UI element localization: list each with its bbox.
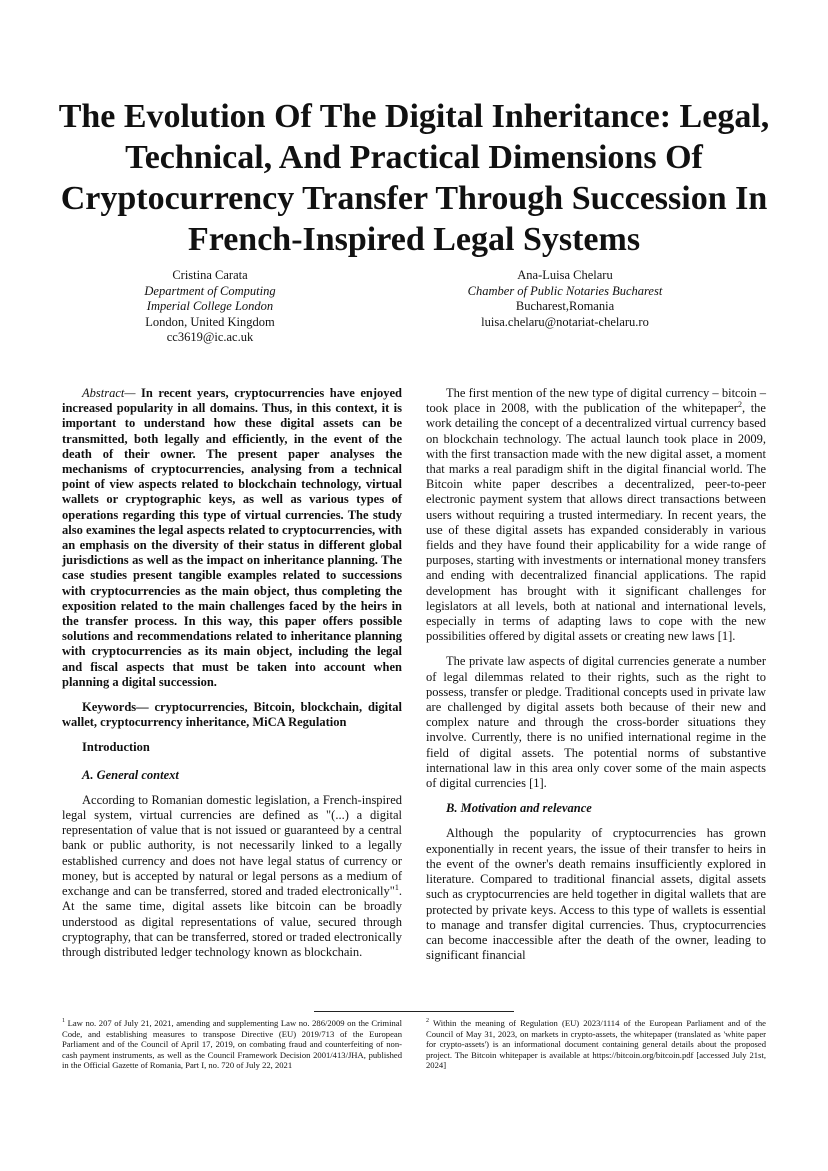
footnote-mark: 1 [62,1018,65,1025]
author-name: Ana-Luisa Chelaru [517,268,613,282]
paper-title: The Evolution Of The Digital Inheritance: Legal, Technical, And Practical Dimensions Of Cryptocurrency Transfer Through Succession In French-Inspired Legal Systems [58,98,770,258]
paragraph-text: The first mention of the new type of digital currency – bitcoin – took place in 2008, with the publication of the whitepaper [426,386,766,416]
paragraph-text: . At the same time, digital assets like bitcoin can be broadly understood as digital representations of value, secured through cryptography, that can be transferred, stored or traded electronically through distributed ledger technology known as blockchain. [62,884,402,959]
body-paragraph [62,793,402,960]
keywords [62,700,402,730]
body-paragraph [426,386,766,644]
paragraph-text: According to Romanian domestic legislation, a French-inspired legal system, virtual currencies are defined as "(...) a digital representation of value that is not issued or guaranteed by a central bank or public authority, is not necessarily linked to a legally established currency and does not have legal status of currency or money, but is accepted by natural or legal persons as a medium of exchange and can be transferred, stored and traded electronically" [62,792,402,899]
subsection-heading-motivation: B. Motivation and relevance [446,801,592,816]
abstract-text: In recent years, cryptocurrencies have enjoyed increased popularity in all domains. Thus, in this context, it is important to understand how these digital assets can be transmitted, both legally and efficiently, in the event of the death of their owner. The present paper analyses the mechanisms of cryptocurrencies, analysing from a technical point of view aspects related to blockchain technology, virtual wallets or cryptographic keys, as well as various types of operations regarding this type of virtual currencies. The study also examines the legal aspects related to cryptocurrencies, with an emphasis on the diversity of their status in different global jurisdictions as well as the impact on inheritance planning. The case studies present tangible examples related to successions with cryptocurrencies as the main object, thus completing the exposition related to the main challenges faced by the heirs in the transfer process. In this way, this paper offers possible solutions and recommendations related to inheritance planning with cryptocurrencies as its main object, including the legal and fiscal aspects that must be taken into account when planning a digital succession. [62,386,402,689]
footnote-2 [426,1018,766,1071]
author-institution: Imperial College London [146,299,274,313]
author-location: London, United Kingdom [145,314,275,329]
abstract-label: Abstract— [82,386,136,400]
footnote-text: Law no. 207 of July 21, 2021, amending and supplementing Law no. 286/2009 on the Criminal Code, and establishing measures to transpose Directive (EU) 2019/713 of the European Parliament and of the Council of April 17, 2019, on combating fraud and counterfeiting of non-cash payment instruments, as well as the Council Framework Decision 2001/413/JHA, published in the Official Gazette of Romania, Part I, no. 720 of July 22, 2021 [62,1018,402,1071]
footnote-text: Within the meaning of Regulation (EU) 2023/1114 of the European Parliament and of the Council of May 31, 2023, on markets in crypto-assets, the whitepaper (translated as 'white paper for crypto-assets') is an informational document containing general details about the proposed project. The Bitcoin whitepaper is available at https://bitcoin.org/bitcoin.pdf [accessed July 21st, 2024] [426,1018,766,1071]
footnote-divider [314,1011,514,1012]
author-location: Bucharest,Romania [515,299,615,313]
footnote-ref-2[interactable]: 2 [737,400,742,410]
left-column [62,386,402,970]
body-paragraph: The private law aspects of digital currencies generate a number of legal dilemmas related to their rights, such as the right to possess, transfer or pledge. Traditional concepts used in private law are challenged by digital assets both because of their new and complex nature and through the cross-border situations they involve. Currently, there is no unified international regime in the field of digital assets. The potential norms of substantive international law in this area only cover some of the main aspects of digital currencies [1]. [426,654,766,791]
subsection-heading-general-context: A. General context [82,767,179,782]
author-department: Department of Computing [144,283,276,298]
footnote-ref-1[interactable]: 1 [394,882,399,892]
author-block-2 [430,268,700,330]
paragraph-text: , the work detailing the concept of a decentralized virtual currency based on blockchain technology. The actual launch took place in 2009, with the first transaction made with the new digital asset, a moment that marks a real paradigm shift in the digital financial world. The Bitcoin white paper describes a decentralized, peer-to-peer electronic payment system that allows direct transactions between users without requiring a trusted intermediary. In recent years, the use of these digital assets has expanded considerably in various fields and they have found their applicability for a wide range of purposes, starting with investments or international money transfers and ending with decentralized financial applications. The rapid development has brought with it significant challenges for legislators at all levels, both at national and international levels, especially in terms of adapting laws to cope with the new possibilities offered by digital assets or creating new laws [1]. [426,401,766,644]
author-email[interactable]: cc3619@ic.ac.uk [166,330,254,344]
body-paragraph: Although the popularity of cryptocurrencies has grown exponentially in recent years, the issue of their transfer to heirs in the event of the owner's death remains insufficiently explored in literature. Compared to traditional financial assets, digital assets such as cryptocurrencies are held together in digital wallets that are protected by private keys. Access to this type of wallets is essential to manage and transfer digital currencies. Thus, cryptocurrencies can become inaccessible after the death of the owner, leading to significant financial [426,826,766,963]
keywords-text: cryptocurrencies, Bitcoin, blockchain, digital wallet, cryptocurrency inheritance, MiCA Regulation [62,700,402,730]
author-email[interactable]: luisa.chelaru@notariat-chelaru.ro [481,314,649,329]
footnote-1 [62,1018,402,1071]
author-block-1 [80,268,340,346]
author-name: Cristina Carata [172,268,248,282]
abstract [62,386,402,690]
author-department: Chamber of Public Notaries Bucharest [467,283,663,298]
footnote-mark: 2 [426,1018,429,1025]
section-heading-introduction: Introduction [82,740,150,755]
right-column [426,386,766,973]
keywords-label: Keywords— [82,700,149,715]
